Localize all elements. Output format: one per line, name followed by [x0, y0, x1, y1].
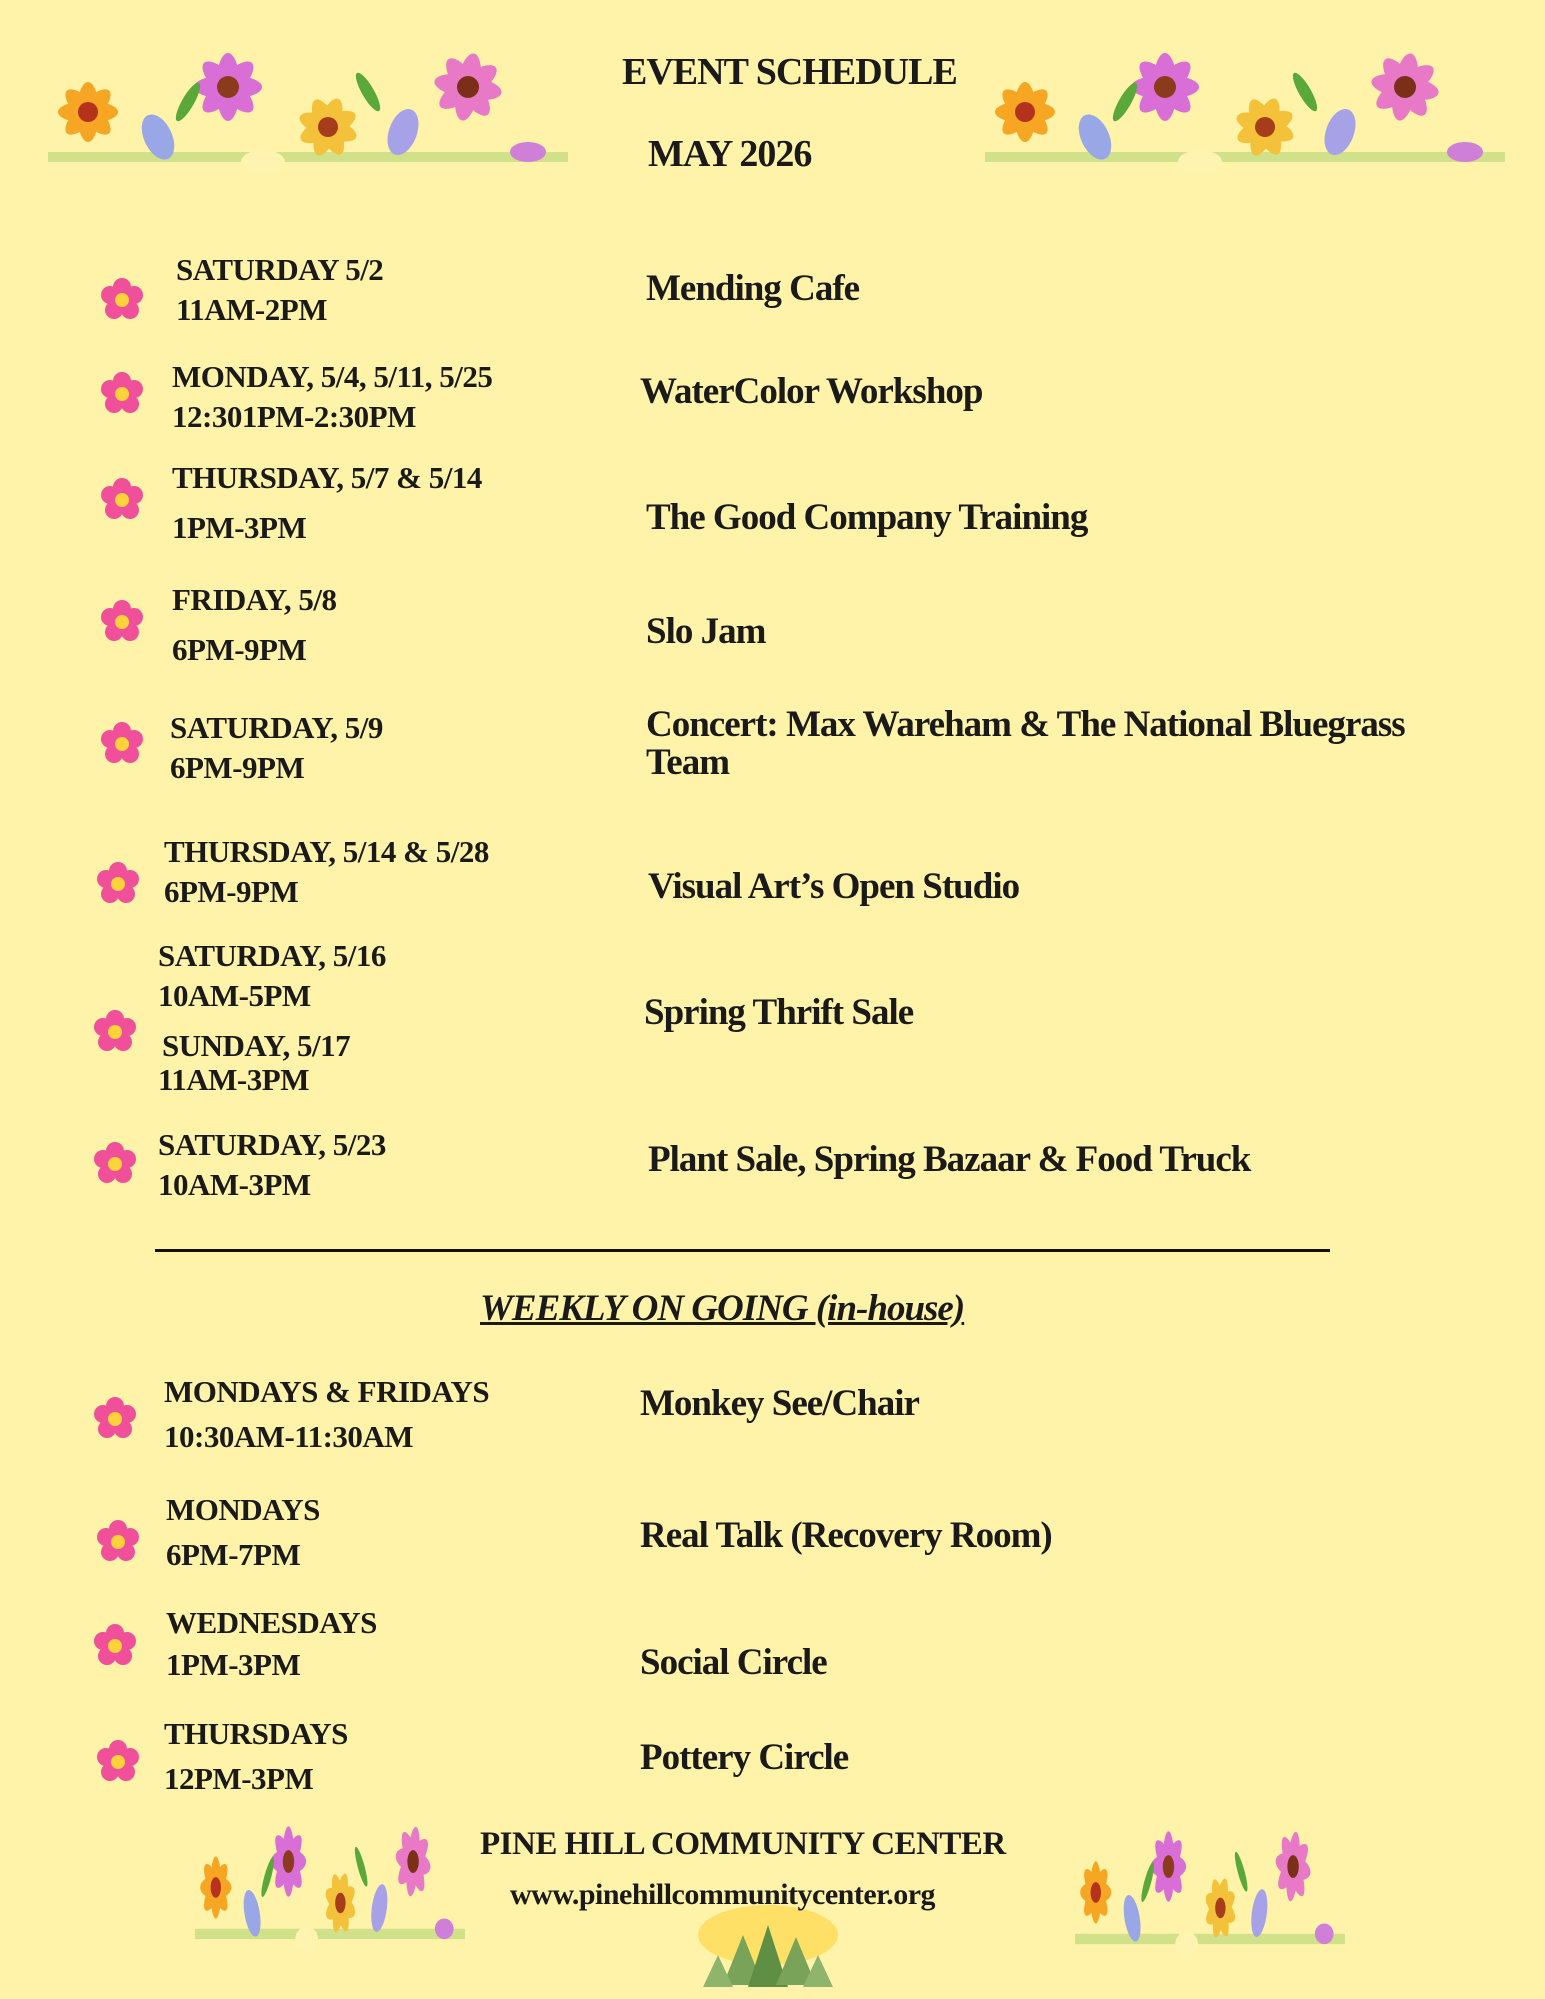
event-3-date: THURSDAY, 5/7 & 5/14 1PM-3PM: [172, 460, 482, 545]
page-month: MAY 2026: [648, 133, 812, 175]
flower-bullet-icon: [96, 862, 140, 906]
flower-border-bottom-right-icon: [1075, 1820, 1345, 1970]
website-link[interactable]: www.pinehillcommunitycenter.org: [510, 1878, 936, 1911]
weekly-1-date: MONDAYS & FRIDAYS 10:30AM-11:30AM: [164, 1374, 490, 1454]
page-title: EVENT SCHEDULE: [622, 51, 957, 93]
weekly-4-date: THURSDAYS 12PM-3PM: [164, 1716, 348, 1796]
pine-trees-sun-icon: [688, 1905, 848, 1990]
flower-border-top-right-icon: [985, 42, 1505, 187]
event-4-title: Slo Jam: [646, 611, 766, 652]
flower-bullet-icon: [93, 1397, 137, 1441]
event-7-date: SATURDAY, 5/16 10AM-5PM SUNDAY, 5/17 11AM-3PM: [158, 938, 386, 1097]
flower-bullet-icon: [100, 600, 144, 644]
event-1-title: Mending Cafe: [646, 268, 860, 309]
event-8-title: Plant Sale, Spring Bazaar & Food Truck: [648, 1139, 1251, 1180]
event-5-title: Concert: Max Wareham & The National Bluegrass Team: [646, 704, 1405, 783]
event-6-title: Visual Art’s Open Studio: [648, 866, 1020, 907]
event-4-date: FRIDAY, 5/8 6PM-9PM: [172, 582, 337, 667]
event-6-date: THURSDAY, 5/14 & 5/28 6PM-9PM: [164, 834, 489, 909]
weekly-1-title: Monkey See/Chair: [640, 1383, 919, 1424]
flower-bullet-icon: [100, 722, 144, 766]
flower-bullet-icon: [93, 1624, 137, 1668]
flower-bullet-icon: [100, 278, 144, 322]
flower-bullet-icon: [96, 1740, 140, 1784]
flower-bullet-icon: [96, 1520, 140, 1564]
section-divider: [155, 1249, 1330, 1252]
event-7-title: Spring Thrift Sale: [644, 992, 914, 1033]
event-1-date: SATURDAY 5/2 11AM-2PM: [176, 252, 384, 327]
flower-bullet-icon: [100, 372, 144, 416]
event-3-title: The Good Company Training: [646, 497, 1088, 538]
flower-bullet-icon: [100, 478, 144, 522]
organization-name: PINE HILL COMMUNITY CENTER: [480, 1826, 1006, 1862]
event-8-date: SATURDAY, 5/23 10AM-3PM: [158, 1127, 386, 1202]
event-2-title: WaterColor Workshop: [640, 371, 983, 412]
flower-bullet-icon: [93, 1010, 137, 1054]
weekly-4-title: Pottery Circle: [640, 1737, 849, 1778]
weekly-heading: WEEKLY ON GOING (in-house): [480, 1288, 965, 1329]
event-2-date: MONDAY, 5/4, 5/11, 5/25 12:301PM-2:30PM: [172, 359, 493, 434]
flower-bullet-icon: [93, 1142, 137, 1186]
weekly-3-date: WEDNESDAYS 1PM-3PM: [166, 1605, 377, 1682]
flower-border-bottom-left-icon: [195, 1815, 465, 1965]
flower-border-top-left-icon: [48, 42, 568, 187]
weekly-2-title: Real Talk (Recovery Room): [640, 1515, 1052, 1556]
weekly-2-date: MONDAYS 6PM-7PM: [166, 1492, 320, 1572]
weekly-3-title: Social Circle: [640, 1642, 827, 1683]
event-5-date: SATURDAY, 5/9 6PM-9PM: [170, 710, 383, 785]
